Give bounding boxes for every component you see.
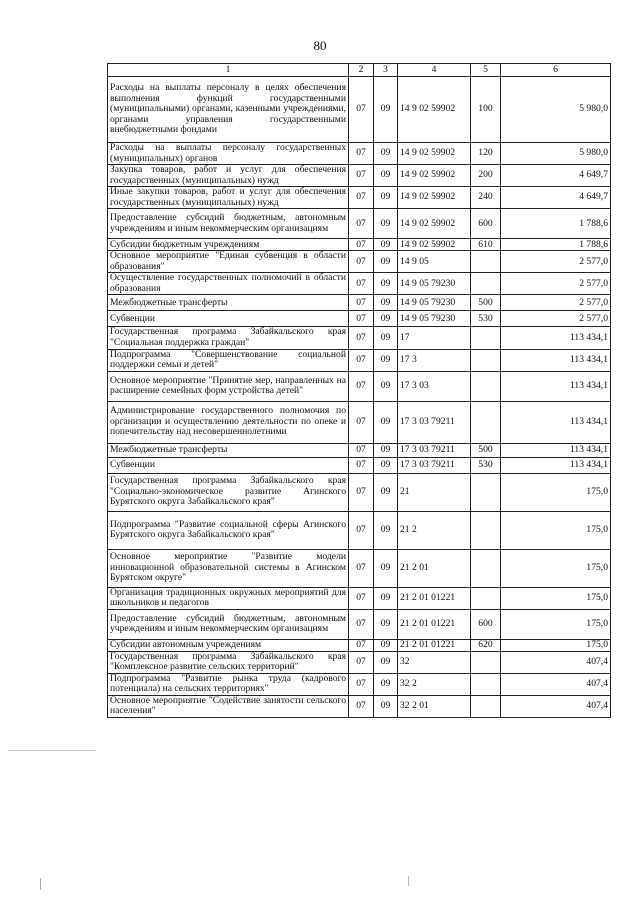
amount-cell: 4 649,7	[501, 187, 611, 209]
subsection-code-cell: 09	[374, 549, 398, 587]
amount-cell: 175,0	[501, 549, 611, 587]
table-row	[108, 327, 611, 349]
subsection-code-cell: 09	[374, 443, 398, 457]
expense-type-code-cell	[471, 511, 501, 549]
target-code-cell: 17	[398, 327, 471, 349]
section-code-cell: 07	[349, 549, 374, 587]
expense-type-code-cell	[471, 695, 501, 717]
subsection-code-cell: 09	[374, 587, 398, 609]
expense-type-code-cell	[471, 401, 501, 443]
section-code-cell: 07	[349, 273, 374, 295]
table-body	[108, 77, 611, 718]
section-code-cell: 07	[349, 511, 374, 549]
target-code-cell: 14 9 05 79230	[398, 273, 471, 295]
expense-type-code-cell: 620	[471, 639, 501, 651]
column-header: 3	[374, 64, 398, 77]
table-row	[108, 673, 611, 695]
subsection-code-cell: 09	[374, 511, 398, 549]
amount-cell: 175,0	[501, 609, 611, 639]
row-label-cell: Основное мероприятие "Единая субвенция в области образования"	[108, 251, 349, 273]
section-code-cell: 07	[349, 251, 374, 273]
amount-cell: 2 577,0	[501, 311, 611, 327]
amount-cell: 113 434,1	[501, 349, 611, 371]
subsection-code-cell: 09	[374, 273, 398, 295]
target-code-cell: 17 3 03 79211	[398, 443, 471, 457]
scan-artifact-tick	[40, 878, 41, 890]
row-label-cell: Организация традиционных окружных мероприятий для школьников и педагогов	[108, 587, 349, 609]
row-label-cell: Подпрограмма "Совершенствование социальной поддержки семьи и детей"	[108, 349, 349, 371]
amount-cell: 175,0	[501, 511, 611, 549]
expense-type-code-cell: 500	[471, 443, 501, 457]
row-label-cell: Основное мероприятие "Принятие мер, направленных на расширение семейных форм устройства детей"	[108, 371, 349, 401]
section-code-cell: 07	[349, 473, 374, 511]
subsection-code-cell: 09	[374, 209, 398, 239]
row-label-cell: Закупка товаров, работ и услуг для обеспечения государственных (муниципальных) нужд	[108, 165, 349, 187]
amount-cell: 407,4	[501, 695, 611, 717]
target-code-cell: 21	[398, 473, 471, 511]
row-label-cell: Подпрограмма "Развитие социальной сферы Агинского Бурятского округа Забайкальского края"	[108, 511, 349, 549]
section-code-cell: 07	[349, 673, 374, 695]
amount-cell: 1 788,6	[501, 239, 611, 251]
amount-cell: 2 577,0	[501, 295, 611, 311]
subsection-code-cell: 09	[374, 673, 398, 695]
amount-cell: 2 577,0	[501, 273, 611, 295]
table-row	[108, 639, 611, 651]
section-code-cell: 07	[349, 695, 374, 717]
expense-type-code-cell	[471, 327, 501, 349]
row-label-cell: Субвенции	[108, 311, 349, 327]
amount-cell: 4 649,7	[501, 165, 611, 187]
amount-cell: 407,4	[501, 651, 611, 673]
target-code-cell: 21 2 01 01221	[398, 639, 471, 651]
section-code-cell: 07	[349, 327, 374, 349]
amount-cell: 1 788,6	[501, 209, 611, 239]
expense-type-code-cell: 120	[471, 143, 501, 165]
expense-type-code-cell: 610	[471, 239, 501, 251]
subsection-code-cell: 09	[374, 251, 398, 273]
subsection-code-cell: 09	[374, 473, 398, 511]
table-row	[108, 609, 611, 639]
target-code-cell: 14 9 02 59902	[398, 77, 471, 143]
row-label-cell: Основное мероприятие "Развитие модели инновационной образовательной системы в Агинском Бурятском округе"	[108, 549, 349, 587]
section-code-cell: 07	[349, 187, 374, 209]
table-row	[108, 187, 611, 209]
amount-cell: 175,0	[501, 639, 611, 651]
column-header: 5	[471, 64, 501, 77]
row-label-cell: Расходы на выплаты персоналу в целях обеспечения выполнения функций государственными (муниципальными) органами, казенными учреждениями, органами управления государственными внебюджетными фондами	[108, 77, 349, 143]
table-row	[108, 695, 611, 717]
row-label-cell: Субсидии бюджетным учреждениям	[108, 239, 349, 251]
expense-type-code-cell	[471, 549, 501, 587]
expense-type-code-cell	[471, 371, 501, 401]
section-code-cell: 07	[349, 239, 374, 251]
row-label-cell: Администрирование государственного полномочия по организации и осуществлению деятельности по опеке и попечительству над несовершеннолетними	[108, 401, 349, 443]
row-label-cell: Государственная программа Забайкальского края "Социальная поддержка граждан"	[108, 327, 349, 349]
budget-table	[107, 63, 611, 718]
row-label-cell: Государственная программа Забайкальского края "Социально-экономическое развитие Агинского Бурятского округа Забайкальского края"	[108, 473, 349, 511]
row-label-cell: Субсидии автономным учреждениям	[108, 639, 349, 651]
row-label-cell: Предоставление субсидий бюджетным, автономным учреждениям и иным некоммерческим организациям	[108, 209, 349, 239]
target-code-cell: 32	[398, 651, 471, 673]
amount-cell: 113 434,1	[501, 327, 611, 349]
table-row	[108, 401, 611, 443]
subsection-code-cell: 09	[374, 187, 398, 209]
expense-type-code-cell	[471, 673, 501, 695]
section-code-cell: 07	[349, 209, 374, 239]
amount-cell: 5 980,0	[501, 77, 611, 143]
amount-cell: 2 577,0	[501, 251, 611, 273]
table-header-row	[108, 64, 611, 77]
expense-type-code-cell: 500	[471, 295, 501, 311]
section-code-cell: 07	[349, 587, 374, 609]
table-row	[108, 239, 611, 251]
expense-type-code-cell: 100	[471, 77, 501, 143]
section-code-cell: 07	[349, 457, 374, 473]
amount-cell: 175,0	[501, 473, 611, 511]
table-row	[108, 251, 611, 273]
target-code-cell: 14 9 02 59902	[398, 209, 471, 239]
expense-type-code-cell: 530	[471, 311, 501, 327]
column-header: 2	[349, 64, 374, 77]
row-label-cell: Предоставление субсидий бюджетным, автономным учреждениям и иным некоммерческим организациям	[108, 609, 349, 639]
table-row	[108, 143, 611, 165]
table-row	[108, 443, 611, 457]
subsection-code-cell: 09	[374, 609, 398, 639]
row-label-cell: Подпрограмма "Развитие рынка труда (кадрового потенциала) на сельских территориях"	[108, 673, 349, 695]
target-code-cell: 32 2	[398, 673, 471, 695]
expense-type-code-cell	[471, 251, 501, 273]
target-code-cell: 14 9 02 59902	[398, 165, 471, 187]
section-code-cell: 07	[349, 311, 374, 327]
table-row	[108, 349, 611, 371]
target-code-cell: 14 9 05 79230	[398, 295, 471, 311]
expense-type-code-cell	[471, 349, 501, 371]
scan-artifact-line	[8, 750, 96, 751]
subsection-code-cell: 09	[374, 457, 398, 473]
section-code-cell: 07	[349, 609, 374, 639]
column-header: 4	[398, 64, 471, 77]
subsection-code-cell: 09	[374, 165, 398, 187]
row-label-cell: Межбюджетные трансферты	[108, 443, 349, 457]
amount-cell: 5 980,0	[501, 143, 611, 165]
section-code-cell: 07	[349, 77, 374, 143]
target-code-cell: 14 9 05	[398, 251, 471, 273]
subsection-code-cell: 09	[374, 77, 398, 143]
column-header: 6	[501, 64, 611, 77]
target-code-cell: 21 2 01 01221	[398, 587, 471, 609]
table-row	[108, 511, 611, 549]
section-code-cell: 07	[349, 165, 374, 187]
table-row	[108, 209, 611, 239]
target-code-cell: 21 2 01 01221	[398, 609, 471, 639]
subsection-code-cell: 09	[374, 401, 398, 443]
target-code-cell: 14 9 02 59902	[398, 239, 471, 251]
target-code-cell: 17 3 03 79211	[398, 401, 471, 443]
expense-type-code-cell	[471, 587, 501, 609]
table-row	[108, 651, 611, 673]
target-code-cell: 14 9 05 79230	[398, 311, 471, 327]
table-row	[108, 77, 611, 143]
section-code-cell: 07	[349, 371, 374, 401]
row-label-cell: Основное мероприятие "Содействие занятости сельского населения"	[108, 695, 349, 717]
table-row	[108, 587, 611, 609]
page-number: 80	[313, 38, 327, 53]
amount-cell: 175,0	[501, 587, 611, 609]
target-code-cell: 21 2	[398, 511, 471, 549]
subsection-code-cell: 09	[374, 327, 398, 349]
expense-type-code-cell: 200	[471, 165, 501, 187]
amount-cell: 113 434,1	[501, 371, 611, 401]
subsection-code-cell: 09	[374, 295, 398, 311]
target-code-cell: 14 9 02 59902	[398, 187, 471, 209]
expense-type-code-cell	[471, 651, 501, 673]
row-label-cell: Субвенции	[108, 457, 349, 473]
expense-type-code-cell: 600	[471, 209, 501, 239]
target-code-cell: 17 3 03	[398, 371, 471, 401]
target-code-cell: 32 2 01	[398, 695, 471, 717]
target-code-cell: 14 9 02 59902	[398, 143, 471, 165]
table-row	[108, 165, 611, 187]
amount-cell: 113 434,1	[501, 457, 611, 473]
expense-type-code-cell: 530	[471, 457, 501, 473]
subsection-code-cell: 09	[374, 349, 398, 371]
section-code-cell: 07	[349, 401, 374, 443]
scan-artifact-tick	[408, 876, 409, 886]
target-code-cell: 17 3	[398, 349, 471, 371]
table-row	[108, 295, 611, 311]
expense-type-code-cell	[471, 273, 501, 295]
row-label-cell: Государственная программа Забайкальского края "Комплексное развитие сельских территорий"	[108, 651, 349, 673]
section-code-cell: 07	[349, 639, 374, 651]
column-header: 1	[108, 64, 349, 77]
subsection-code-cell: 09	[374, 239, 398, 251]
row-label-cell: Иные закупки товаров, работ и услуг для обеспечения государственных (муниципальных) нужд	[108, 187, 349, 209]
expense-type-code-cell	[471, 473, 501, 511]
table-row	[108, 549, 611, 587]
target-code-cell: 21 2 01	[398, 549, 471, 587]
table-row	[108, 473, 611, 511]
section-code-cell: 07	[349, 651, 374, 673]
subsection-code-cell: 09	[374, 639, 398, 651]
subsection-code-cell: 09	[374, 143, 398, 165]
subsection-code-cell: 09	[374, 651, 398, 673]
amount-cell: 113 434,1	[501, 443, 611, 457]
section-code-cell: 07	[349, 349, 374, 371]
subsection-code-cell: 09	[374, 311, 398, 327]
section-code-cell: 07	[349, 295, 374, 311]
amount-cell: 407,4	[501, 673, 611, 695]
table-row	[108, 311, 611, 327]
target-code-cell: 17 3 03 79211	[398, 457, 471, 473]
row-label-cell: Расходы на выплаты персоналу государственных (муниципальных) органов	[108, 143, 349, 165]
expense-type-code-cell: 600	[471, 609, 501, 639]
table-row	[108, 273, 611, 295]
row-label-cell: Межбюджетные трансферты	[108, 295, 349, 311]
subsection-code-cell: 09	[374, 371, 398, 401]
amount-cell: 113 434,1	[501, 401, 611, 443]
expense-type-code-cell: 240	[471, 187, 501, 209]
table-row	[108, 457, 611, 473]
table-row	[108, 371, 611, 401]
subsection-code-cell: 09	[374, 695, 398, 717]
row-label-cell: Осуществление государственных полномочий в области образования	[108, 273, 349, 295]
section-code-cell: 07	[349, 443, 374, 457]
section-code-cell: 07	[349, 143, 374, 165]
